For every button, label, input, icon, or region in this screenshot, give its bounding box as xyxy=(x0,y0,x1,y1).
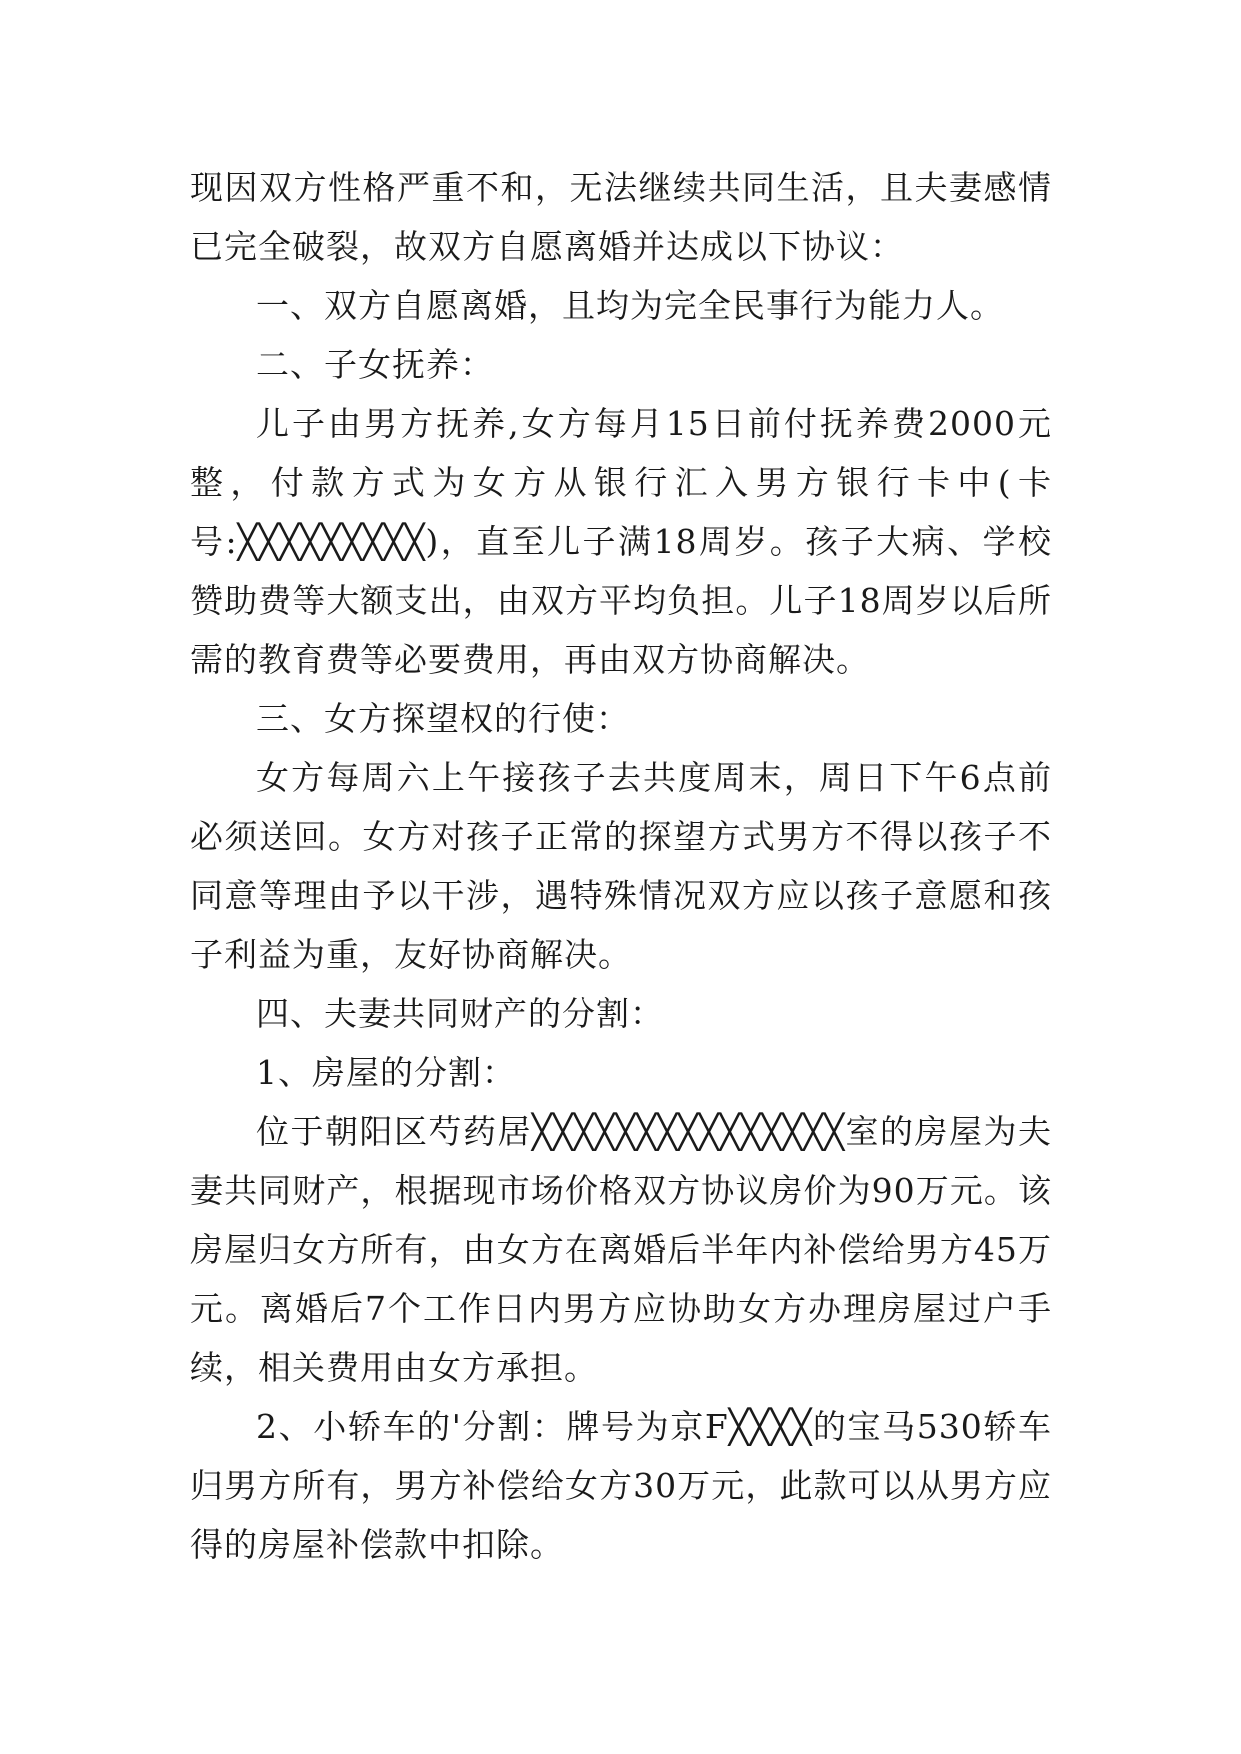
heading-house-division: 1、房屋的分割： xyxy=(256,1053,516,1092)
heading-property-division: 四、夫妻共同财产的分割： xyxy=(256,994,664,1033)
document-body xyxy=(190,158,1052,1574)
paragraph-clause-1: 一、双方自愿离婚，且均为完全民事行为能力人。 xyxy=(256,286,1004,325)
heading-visitation: 三、女方探望权的行使： xyxy=(256,699,630,738)
paragraph-car-division: 2、小轿车的'分割：牌号为京F╳╳╳╳的宝马530轿车归男方所有，男方补偿给女方30万元，此款可以从男方应得的房屋补偿款中扣除。 xyxy=(190,1407,1052,1564)
paragraph-intro: 现因双方性格严重不和，无法继续共同生活，且夫妻感情已完全破裂，故双方自愿离婚并达成以下协议： xyxy=(190,168,1052,266)
heading-child-custody: 二、子女抚养： xyxy=(256,345,494,384)
paragraph-house-division: 位于朝阳区芍药居╳╳╳╳╳╳╳╳╳╳╳╳╳╳╳室的房屋为夫妻共同财产，根据现市场价格双方协议房价为90万元。该房屋归女方所有，由女方在离婚后半年内补偿给男方45万元。离婚后7个工作日内男方应协助女方办理房屋过户手续，相关费用由女方承担。 xyxy=(190,1112,1052,1387)
paragraph-child-support: 儿子由男方抚养,女方每月15日前付抚养费2000元整，付款方式为女方从银行汇入男方银行卡中(卡号:╳╳╳╳╳╳╳╳╳)，直至儿子满18周岁。孩子大病、学校赞助费等大额支出，由双方平均负担。儿子18周岁以后所需的教育费等必要费用，再由双方协商解决。 xyxy=(190,404,1052,679)
paragraph-visitation: 女方每周六上午接孩子去共度周末，周日下午6点前必须送回。女方对孩子正常的探望方式男方不得以孩子不同意等理由予以干涉，遇特殊情况双方应以孩子意愿和孩子利益为重，友好协商解决。 xyxy=(190,758,1052,974)
